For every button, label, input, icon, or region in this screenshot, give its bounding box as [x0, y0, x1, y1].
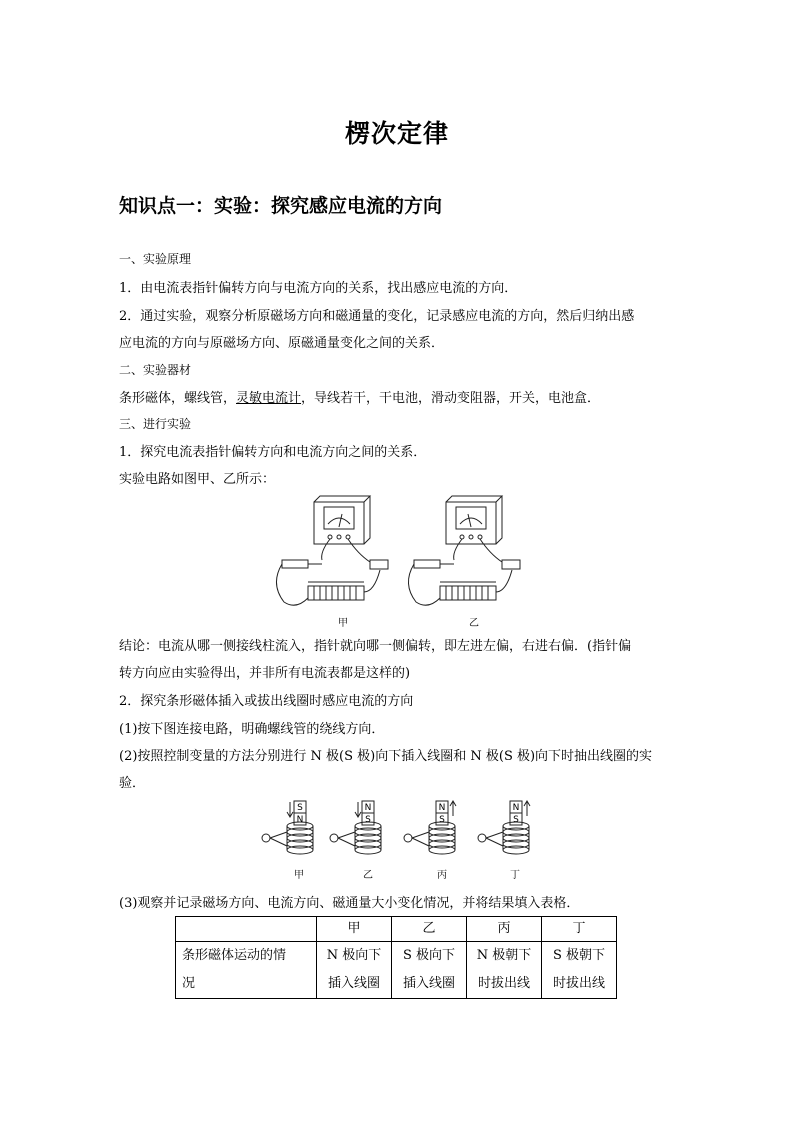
- figure2-label-jia: 甲: [294, 870, 304, 881]
- magnet-yi-top: N: [364, 803, 372, 813]
- table-cell-jia-b: 插入线圈: [327, 976, 380, 991]
- table-header-row: [176, 917, 617, 942]
- coil-setup-ding: [478, 801, 530, 854]
- magnet-bing-top: N: [438, 803, 446, 813]
- equipment-list: [119, 387, 600, 406]
- figure1-label-jia: 甲: [338, 618, 348, 629]
- galvanometer-term: 灵敏电流计: [236, 391, 302, 406]
- table-cell-yi-b: 插入线圈: [402, 976, 455, 991]
- galvanometer-circuit-figure: [270, 494, 530, 626]
- equipment-text-b: ，导线若干，干电池，滑动变阻器，开关，电池盒．: [301, 391, 601, 406]
- table-header-jia: 甲: [317, 917, 392, 942]
- magnet-bing-bottom: S: [439, 815, 445, 825]
- table-row-label: [176, 942, 317, 999]
- table-cell-ding: [542, 942, 617, 999]
- table-row-label-a: 条形磁体运动的情: [182, 948, 287, 963]
- paragraph-1: 1．由电流表指针偏转方向与电流方向的关系，找出感应电流的方向．: [119, 281, 518, 296]
- magnet-yi-bottom: S: [365, 815, 371, 825]
- table-header-bing: 丙: [467, 917, 542, 942]
- magnet-coil-figure: [258, 798, 548, 864]
- table-cell-ding-a: S 极朝下: [552, 948, 606, 963]
- paragraph-2a: 2．通过实验，观察分析原磁场方向和磁通量的变化，记录感应电流的方向，然后归纳出感: [119, 309, 635, 324]
- magnet-jia-bottom: N: [296, 815, 304, 825]
- table-header-blank: [176, 917, 317, 942]
- page-title: 楞次定律: [344, 119, 449, 148]
- circuit-jia: [276, 496, 388, 605]
- table-row: [176, 942, 617, 999]
- step-1-circuit: 实验电路如图甲、乙所示：: [119, 472, 276, 487]
- coil-setup-jia: [262, 801, 313, 854]
- step-1: 1．探究电流表指针偏转方向和电流方向之间的关系．: [119, 445, 427, 460]
- coil-setup-yi: [330, 801, 381, 854]
- figure2-label-bing: 丙: [437, 870, 447, 881]
- table-header-ding: 丁: [542, 917, 617, 942]
- table-cell-yi: [392, 942, 467, 999]
- figure2-label-yi: 乙: [363, 870, 373, 881]
- heading-procedure: 三、进行实验: [119, 417, 192, 431]
- heading-equipment: 二、实验器材: [119, 363, 192, 377]
- table-cell-bing-b: 时拔出线: [477, 976, 530, 991]
- coil-setup-bing: [404, 801, 456, 854]
- step-2-2a: (2)按照控制变量的方法分别进行 N 极(S 极)向下插入线圈和 N 极(S 极)向下时抽出线圈的实: [119, 749, 653, 764]
- step-2-3: (3)观察并记录磁场方向、电流方向、磁通量大小变化情况，并将结果填入表格．: [119, 896, 580, 911]
- table-cell-jia: [317, 942, 392, 999]
- table-cell-bing: [467, 942, 542, 999]
- heading-principle: 一、实验原理: [119, 252, 192, 266]
- step-2: 2．探究条形磁体插入或拔出线圈时感应电流的方向: [119, 694, 414, 709]
- table-header-yi: 乙: [392, 917, 467, 942]
- magnet-jia-top: S: [297, 803, 303, 813]
- equipment-text-a: 条形磁体，螺线管，: [119, 391, 237, 406]
- table-cell-jia-a: N 极向下: [326, 948, 382, 963]
- section-heading: 知识点一：实验：探究感应电流的方向: [119, 195, 443, 217]
- table-cell-ding-b: 时拔出线: [552, 976, 605, 991]
- table-cell-yi-a: S 极向下: [402, 948, 456, 963]
- figure1-label-yi: 乙: [469, 618, 479, 629]
- conclusion-b: 转方向应由实验得出，并非所有电流表都是这样的): [119, 666, 411, 681]
- step-2-2b: 验．: [119, 776, 146, 791]
- table-row-label-b: 况: [182, 976, 196, 991]
- figure2-label-ding: 丁: [510, 870, 520, 881]
- table-cell-bing-a: N 极朝下: [476, 948, 532, 963]
- circuit-yi: [408, 496, 520, 605]
- magnet-ding-top: N: [512, 803, 520, 813]
- step-2-1: (1)按下图连接电路，明确螺线管的绕线方向．: [119, 722, 385, 737]
- conclusion-a: 结论：电流从哪一侧接线柱流入，指针就向哪一侧偏转，即左进左偏，右进右偏．(指针偏: [119, 639, 632, 654]
- magnet-ding-bottom: S: [513, 815, 519, 825]
- paragraph-2b: 应电流的方向与原磁场方向、原磁通量变化之间的关系．: [119, 336, 445, 351]
- results-table: [175, 916, 617, 999]
